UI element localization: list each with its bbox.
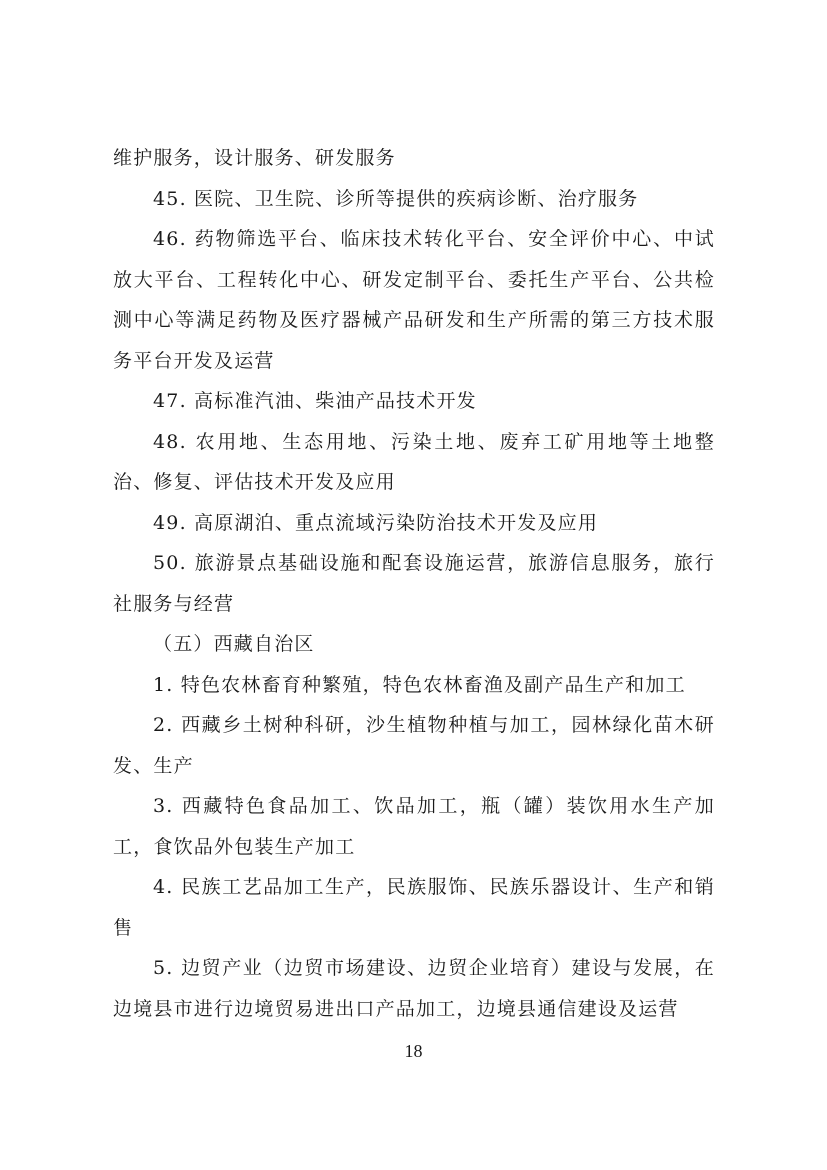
list-item-4: 4. 民族工艺品加工生产，民族服饰、民族乐器设计、生产和销售 (113, 876, 715, 939)
list-item-2: 2. 西藏乡土树种科研，沙生植物种植与加工，园林绿化苗木研发、生产 (113, 714, 715, 777)
list-item-49: 49. 高原湖泊、重点流域污染防治技术开发及应用 (153, 511, 599, 534)
list-item-48: 48. 农用地、生态用地、污染土地、废弃工矿用地等土地整治、修复、评估技术开发及应用 (113, 430, 715, 493)
list-item-3: 3. 西藏特色食品加工、饮品加工，瓶（罐）装饮用水生产加工，食饮品外包装生产加工 (113, 795, 715, 858)
body-text (113, 138, 715, 1029)
page-number: 18 (404, 1041, 423, 1061)
list-item-5: 5. 边贸产业（边贸市场建设、边贸企业培育）建设与发展，在边境县市进行边境贸易进出口产品加工，边境县通信建设及运营 (113, 957, 715, 1020)
list-item-1: 1. 特色农林畜育种繁殖，特色农林畜渔及副产品生产和加工 (153, 673, 686, 696)
paragraph-continuation: 维护服务，设计服务、研发服务 (113, 147, 396, 169)
list-item-50: 50. 旅游景点基础设施和配套设施运营，旅游信息服务，旅行社服务与经营 (113, 552, 715, 615)
list-item-46: 46. 药物筛选平台、临床技术转化平台、安全评价中心、中试放大平台、工程转化中心、研发定制平台、委托生产平台、公共检测中心等满足药物及医疗器械产品研发和生产所需的第三方技术服务平台开发及运营 (113, 228, 715, 372)
section-heading-tibet: （五）西藏自治区 (153, 633, 315, 655)
list-item-45: 45. 医院、卫生院、诊所等提供的疾病诊断、治疗服务 (153, 187, 639, 210)
list-item-47: 47. 高标准汽油、柴油产品技术开发 (153, 390, 477, 412)
